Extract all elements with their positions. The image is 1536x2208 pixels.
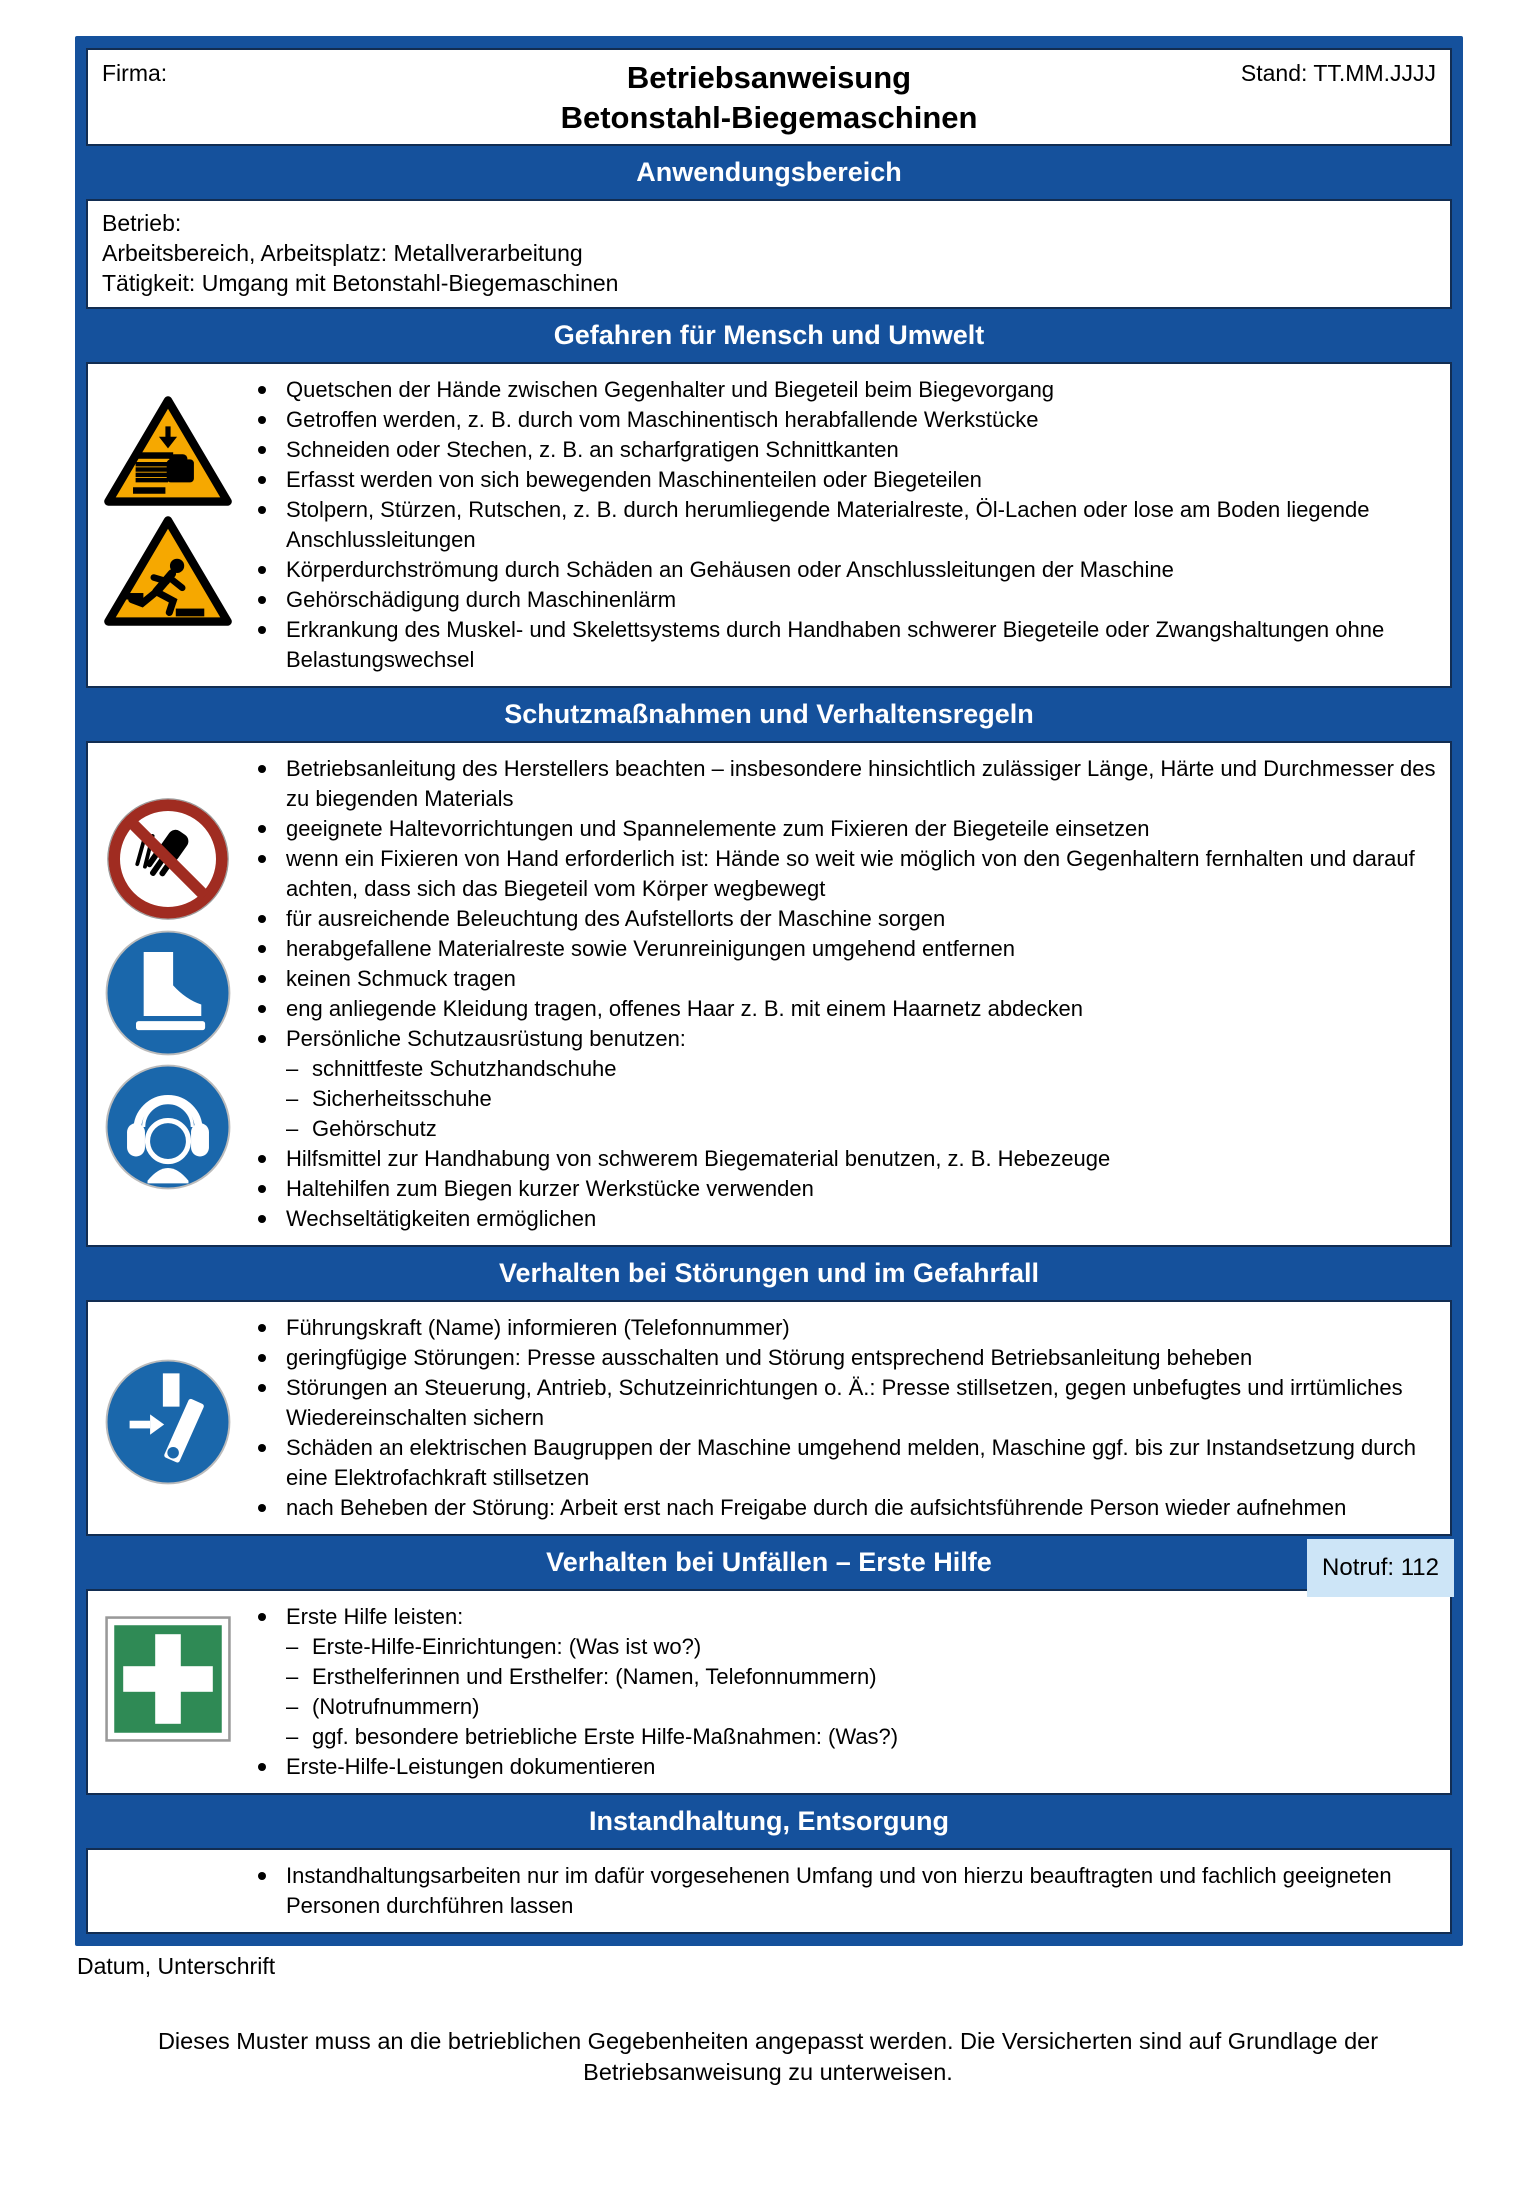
sublist (286, 1632, 1436, 1752)
sublist-item: – Ersthelferinnen und Ersthelfer: (Namen, Telefonnummern) (286, 1662, 1436, 1692)
section-header-gefahren (84, 312, 1454, 359)
section-title: Verhalten bei Unfällen – Erste Hilfe (546, 1547, 992, 1577)
section-header-stoerungen (84, 1250, 1454, 1297)
list-item: Stolpern, Stürzen, Rutschen, z. B. durch herumliegende Materialreste, Öl-Lachen oder lose am Boden liegende Anschlussleitungen (248, 495, 1436, 555)
instandhaltung-box (86, 1848, 1452, 1934)
list-item: Erste Hilfe leisten: – Erste-Hilfe-Einrichtungen: (Was ist wo?) – Ersthelferinnen und Ersthelfer: (Namen, Telefonnummern) – (Notrufnummern) – ggf. besondere betriebliche Erste Hilfe-Maßnahmen: (Was?) (248, 1602, 1436, 1752)
list-item: Betriebsanleitung des Herstellers beachten – insbesondere hinsichtlich zulässiger Länge, Härte und Durchmesser des zu biegenden Materials (248, 754, 1436, 814)
schutzmassnahmen-list (248, 754, 1442, 1234)
ear-protection-icon (104, 1063, 232, 1191)
betrieb-line: Betrieb: (102, 210, 182, 236)
list-item: Erkrankung des Muskel- und Skelettsystems durch Handhaben schwerer Biegeteile oder Zwangshaltungen ohne Belastungswechsel (248, 615, 1436, 675)
list-item: Führungskraft (Name) informieren (Telefonnummer) (248, 1313, 1436, 1343)
list-item: nach Beheben der Störung: Arbeit erst nach Freigabe durch die aufsichtsführende Person wieder aufnehmen (248, 1493, 1436, 1523)
list-item: Störungen an Steuerung, Antrieb, Schutzeinrichtungen o. Ä.: Presse stillsetzen, gegen unbefugtes und irrtümliches Wiedereinschalten sichern (248, 1373, 1436, 1433)
list-item: Quetschen der Hände zwischen Gegenhalter und Biegeteil beim Biegevorgang (248, 375, 1436, 405)
list-item: geringfügige Störungen: Presse ausschalten und Störung entsprechend Betriebsanleitung beheben (248, 1343, 1436, 1373)
stoerungen-icons (88, 1358, 248, 1530)
sublist-item: – (Notrufnummern) (286, 1692, 1436, 1722)
instandhaltung-list (248, 1861, 1442, 1921)
list-item: Persönliche Schutzausrüstung benutzen: – schnittfeste Schutzhandschuhe – Sicherheitsschuhe – Gehörschutz (248, 1024, 1436, 1144)
section-header-schutzmassnahmen (84, 691, 1454, 738)
list-item: Erfasst werden von sich bewegenden Maschinenteilen oder Biegeteilen (248, 465, 1436, 495)
unfaelle-icons (88, 1615, 248, 1789)
first-aid-icon (104, 1615, 232, 1743)
page-title-line2: Betonstahl-Biegemaschinen (560, 100, 978, 135)
list-item: Schäden an elektrischen Baugruppen der Maschine umgehend melden, Maschine ggf. bis zur Instandsetzung durch eine Elektrofachkraft stillsetzen (248, 1433, 1436, 1493)
stoerungen-list (248, 1313, 1442, 1523)
schutzmassnahmen-icons (88, 795, 248, 1241)
warning-hand-injury-icon (103, 394, 233, 508)
list-item: keinen Schmuck tragen (248, 964, 1436, 994)
list-item: Hilfsmittel zur Handhabung von schwerem Biegematerial benutzen, z. B. Hebezeuge (248, 1144, 1436, 1174)
list-item: Haltehilfen zum Biegen kurzer Werkstücke verwenden (248, 1174, 1436, 1204)
list-item: herabgefallene Materialreste sowie Verunreinigungen umgehend entfernen (248, 934, 1436, 964)
stand-label: Stand: TT.MM.JJJJ (1240, 60, 1436, 86)
list-item: wenn ein Fixieren von Hand erforderlich ist: Hände so weit wie möglich von den Gegenhaltern fernhalten und darauf achten, dass sich das Biegeteil vom Körper wegbewegt (248, 844, 1436, 904)
section-title: Schutzmaßnahmen und Verhaltensregeln (504, 699, 1034, 729)
firma-label: Firma: (102, 60, 168, 86)
section-title: Instandhaltung, Entsorgung (589, 1806, 949, 1836)
disconnect-before-work-icon (104, 1358, 232, 1486)
page-title-line1: Betriebsanweisung (626, 60, 912, 95)
section-title: Verhalten bei Störungen und im Gefahrfall (498, 1258, 1040, 1288)
gefahren-list (248, 375, 1442, 675)
section-title: Gefahren für Mensch und Umwelt (553, 320, 985, 350)
section-header-instandhaltung (84, 1798, 1454, 1845)
page-title (402, 58, 1136, 138)
section-header-anwendungsbereich (84, 149, 1454, 196)
footer-note: Dieses Muster muss an die betrieblichen Gegebenheiten angepasst werden. Die Versicherten sind auf Grundlage der Betriebsanweisung zu unterweisen. (157, 2028, 1379, 2085)
unfaelle-box (86, 1589, 1452, 1795)
unfaelle-list (248, 1602, 1442, 1782)
list-item: Instandhaltungsarbeiten nur im dafür vorgesehenen Umfang und von hierzu beauftragten und fachlich geeigneten Personen durchführen lassen (248, 1861, 1436, 1921)
section-title: Anwendungsbereich (636, 157, 902, 187)
taetigkeit-line: Tätigkeit: Umgang mit Betonstahl-Biegemaschinen (102, 270, 619, 296)
list-item: Körperdurchströmung durch Schäden an Gehäusen oder Anschlussleitungen der Maschine (248, 555, 1436, 585)
schutzmassnahmen-box (86, 741, 1452, 1247)
list-item: Gehörschädigung durch Maschinenlärm (248, 585, 1436, 615)
anwendungsbereich-box (86, 199, 1452, 309)
list-item: für ausreichende Beleuchtung des Aufstellorts der Maschine sorgen (248, 904, 1436, 934)
sublist-item: – Erste-Hilfe-Einrichtungen: (Was ist wo?) (286, 1632, 1436, 1662)
instandhaltung-icon-spacer (88, 1854, 248, 1928)
arbeitsbereich-line: Arbeitsbereich, Arbeitsplatz: Metallverarbeitung (102, 240, 583, 266)
sublist-item: – ggf. besondere betriebliche Erste Hilfe-Maßnahmen: (Was?) (286, 1722, 1436, 1752)
safety-boots-icon (104, 929, 232, 1057)
document-header (86, 48, 1452, 146)
list-item: Wechseltätigkeiten ermöglichen (248, 1204, 1436, 1234)
document-frame (75, 36, 1463, 1946)
stoerungen-box (86, 1300, 1452, 1536)
section-header-unfaelle (84, 1539, 1454, 1586)
gefahren-box (86, 362, 1452, 688)
no-reaching-in-icon (104, 795, 232, 923)
list-item: Erste-Hilfe-Leistungen dokumentieren (248, 1752, 1436, 1782)
datum-unterschrift-label: Datum, Unterschrift (77, 1953, 276, 1979)
list-item: Getroffen werden, z. B. durch vom Maschinentisch herabfallende Werkstücke (248, 405, 1436, 435)
sublist-item: – Gehörschutz (286, 1114, 1436, 1144)
sublist (286, 1054, 1436, 1144)
sublist-item: – Sicherheitsschuhe (286, 1084, 1436, 1114)
warning-tripping-icon (103, 514, 233, 628)
list-item: eng anliegende Kleidung tragen, offenes Haar z. B. mit einem Haarnetz abdecken (248, 994, 1436, 1024)
list-item: Schneiden oder Stechen, z. B. an scharfgratigen Schnittkanten (248, 435, 1436, 465)
sublist-item: – schnittfeste Schutzhandschuhe (286, 1054, 1436, 1084)
notruf-badge: Notruf: 112 (1307, 1539, 1454, 1597)
gefahren-icons (88, 394, 248, 682)
list-item: geeignete Haltevorrichtungen und Spannelemente zum Fixieren der Biegeteile einsetzen (248, 814, 1436, 844)
